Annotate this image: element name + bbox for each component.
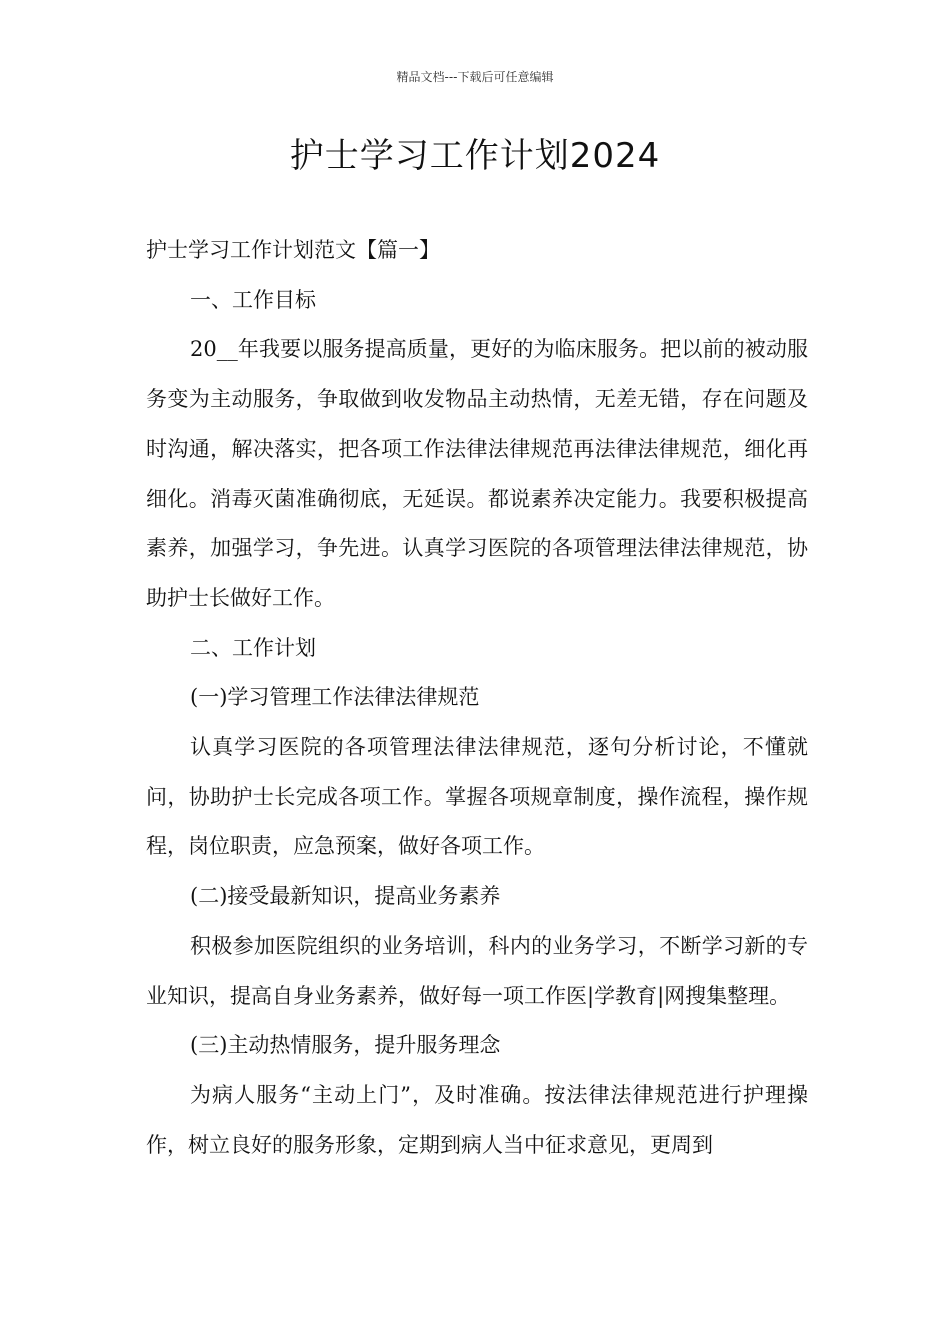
heading-work-goal: 一、工作目标 — [190, 287, 316, 312]
paragraph-service: 为病人服务“主动上门”，及时准确。按法律法律规范进行护理操作，树立良好的服务形象，定期到病人当中征求意见，更周到 — [146, 1082, 808, 1157]
paragraph-new-knowledge: 积极参加医院组织的业务培训，科内的业务学习，不断学习新的专业知识，提高自身业务素养，做好每一项工作医|学教育|网搜集整理。 — [146, 933, 808, 1008]
paragraph-work-goal: 20__年我要以服务提高质量，更好的为临床服务。把以前的被动服务变为主动服务，争取做到收发物品主动热情，无差无错，存在问题及时沟通，解决落实，把各项工作法律法律规范再法律法律规范，细化再细化。消毒灭菌准确彻底，无延误。都说素养决定能力。我要积极提高素养，加强学习，争先进。认真学习医院的各项管理法律法律规范，协助护士长做好工作。 — [146, 337, 808, 610]
heading-work-plan: 二、工作计划 — [190, 635, 316, 660]
document-body — [146, 226, 808, 1170]
header-note: 精品文档---下载后可任意编辑 — [396, 70, 554, 84]
subheading-new-knowledge: (二)接受最新知识，提高业务素养 — [190, 884, 501, 909]
page-title: 护士学习工作计划2024 — [289, 136, 661, 176]
subheading-service: (三)主动热情服务，提升服务理念 — [190, 1033, 501, 1058]
section-subtitle: 护士学习工作计划范文【篇一】 — [146, 238, 440, 262]
subheading-study-rules: (一)学习管理工作法律法律规范 — [190, 685, 480, 710]
paragraph-study-rules: 认真学习医院的各项管理法律法律规范，逐句分析讨论，不懂就问，协助护士长完成各项工作。掌握各项规章制度，操作流程，操作规程，岗位职责，应急预案，做好各项工作。 — [146, 735, 808, 859]
